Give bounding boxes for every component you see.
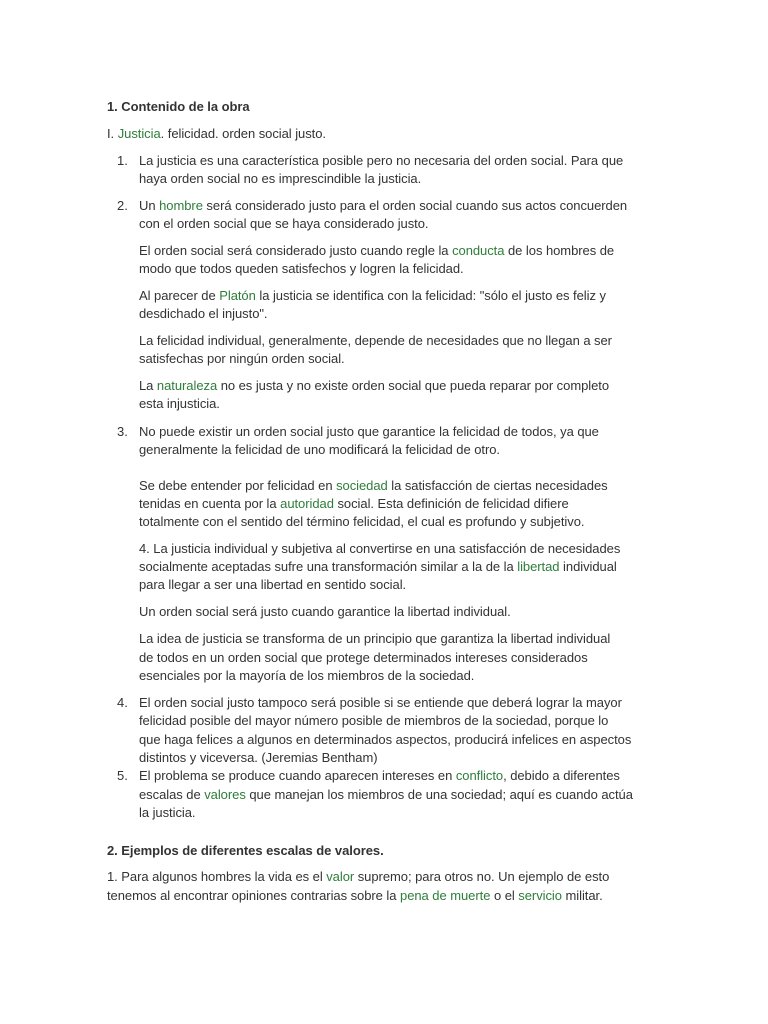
para-e-line1 bbox=[139, 477, 608, 496]
para-e-line2 bbox=[139, 495, 569, 514]
text: Un bbox=[139, 198, 160, 213]
list-number-4: 4. bbox=[117, 695, 128, 710]
link-autoridad[interactable]: autoridad bbox=[280, 496, 334, 511]
link-libertad[interactable]: libertad bbox=[517, 559, 560, 574]
list-number-2: 2. bbox=[117, 198, 128, 213]
para-f-line1: 4. La justicia individual y subjetiva al convertirse en una satisfacción de necesidades bbox=[139, 541, 621, 556]
para-a-line1 bbox=[139, 242, 614, 261]
text: o el bbox=[490, 888, 519, 903]
text: La bbox=[139, 378, 157, 393]
text: , debido a diferentes bbox=[503, 768, 620, 783]
text: la satisfacción de ciertas necesidades bbox=[387, 478, 608, 493]
text: escalas de bbox=[139, 787, 205, 802]
text: de los hombres de bbox=[504, 243, 615, 258]
para-g-line1: Un orden social será justo cuando garantice la libertad individual. bbox=[139, 604, 511, 619]
para-d-line1 bbox=[139, 377, 609, 396]
text: supremo; para otros no. Un ejemplo de esto bbox=[354, 869, 610, 884]
intro-prefix: I. bbox=[107, 126, 118, 141]
para-c-line1: La felicidad individual, generalmente, depende de necesidades que no llegan a ser bbox=[139, 333, 612, 348]
para-e-line3: totalmente con el sentido del término felicidad, el cual es profundo y subjetivo. bbox=[139, 514, 585, 529]
link-sociedad[interactable]: sociedad bbox=[336, 478, 388, 493]
section2-line1 bbox=[107, 868, 609, 887]
item1-line1: La justicia es una característica posible pero no necesaria del orden social. Para que bbox=[139, 153, 624, 168]
item2-line2: con el orden social que se haya considerado justo. bbox=[139, 216, 429, 231]
link-hombre[interactable]: hombre bbox=[159, 198, 203, 213]
para-b-line2: desdichado el injusto". bbox=[139, 306, 268, 321]
text: social. Esta definición de felicidad difiere bbox=[333, 496, 569, 511]
text: tenemos al encontrar opiniones contrarias sobre la bbox=[107, 888, 401, 903]
link-servicio[interactable]: servicio bbox=[518, 888, 562, 903]
para-f-line3: para llegar a ser una libertad en sentido social. bbox=[139, 577, 407, 592]
para-h-line3: esenciales por la mayoría de los miembros de la sociedad. bbox=[139, 668, 475, 683]
intro-rest: . felicidad. orden social justo. bbox=[160, 126, 326, 141]
para-h-line1: La idea de justicia se transforma de un principio que garantiza la libertad individual bbox=[139, 631, 611, 646]
text: 1. Para algunos hombres la vida es el bbox=[107, 869, 327, 884]
para-h-line2: de todos en un orden social que protege determinados intereses considerados bbox=[139, 650, 588, 665]
para-d-line2: esta injusticia. bbox=[139, 396, 220, 411]
text: será considerado justo para el orden social cuando sus actos concuerden bbox=[202, 198, 628, 213]
item4-line3: que haga felices a algunos en determinados aspectos, producirá infelices en aspectos bbox=[139, 732, 632, 747]
para-c-line2: satisfechas por ningún orden social. bbox=[139, 351, 345, 366]
section-heading-1: 1. Contenido de la obra bbox=[107, 99, 250, 114]
para-b-line1 bbox=[139, 287, 606, 306]
text: Se debe entender por felicidad en bbox=[139, 478, 337, 493]
item5-line3: la justicia. bbox=[139, 805, 196, 820]
item4-line4: distintos y viceversa. (Jeremias Bentham) bbox=[139, 750, 378, 765]
text: El problema se produce cuando aparecen intereses en bbox=[139, 768, 456, 783]
list-number-3: 3. bbox=[117, 424, 128, 439]
link-conflicto[interactable]: conflicto bbox=[455, 768, 504, 783]
intro-line bbox=[107, 125, 326, 144]
link-justicia[interactable]: Justicia bbox=[117, 126, 161, 141]
link-pena-de-muerte[interactable]: pena de muerte bbox=[400, 888, 491, 903]
text: no es justa y no existe orden social que pueda reparar por completo bbox=[217, 378, 610, 393]
link-valor[interactable]: valor bbox=[326, 869, 355, 884]
link-naturaleza[interactable]: naturaleza bbox=[156, 378, 218, 393]
link-platon[interactable]: Platón bbox=[219, 288, 256, 303]
item4-line2: felicidad posible del mayor número posible de miembros de la sociedad, porque lo bbox=[139, 713, 609, 728]
section2-line2 bbox=[107, 887, 603, 906]
text: tenidas en cuenta por la bbox=[139, 496, 281, 511]
text: Al parecer de bbox=[139, 288, 220, 303]
list-number-5: 5. bbox=[117, 768, 128, 783]
text: militar. bbox=[561, 888, 603, 903]
para-f-line2 bbox=[139, 558, 617, 577]
item4-line1: El orden social justo tampoco será posible si se entiende que deberá lograr la mayor bbox=[139, 695, 622, 710]
item3-line2: generalmente la felicidad de uno modificará la felicidad de otro. bbox=[139, 442, 500, 457]
item5-line2 bbox=[139, 786, 633, 805]
text: la justicia se identifica con la felicidad: "sólo el justo es feliz y bbox=[255, 288, 606, 303]
list-number-1: 1. bbox=[117, 153, 128, 168]
text: individual bbox=[559, 559, 617, 574]
text: El orden social será considerado justo cuando regle la bbox=[139, 243, 453, 258]
item3-line1: No puede existir un orden social justo que garantice la felicidad de todos, ya que bbox=[139, 424, 599, 439]
text: socialmente aceptadas sufre una transformación similar a la de la bbox=[139, 559, 518, 574]
section-heading-2: 2. Ejemplos de diferentes escalas de valores. bbox=[107, 843, 384, 858]
item2-line1 bbox=[139, 197, 627, 216]
item1-line2: haya orden social no es imprescindible la justicia. bbox=[139, 171, 422, 186]
text: que manejan los miembros de una sociedad; aquí es cuando actúa bbox=[245, 787, 633, 802]
link-conducta[interactable]: conducta bbox=[452, 243, 505, 258]
item5-line1 bbox=[139, 767, 620, 786]
link-valores[interactable]: valores bbox=[204, 787, 246, 802]
para-a-line2: modo que todos queden satisfechos y logren la felicidad. bbox=[139, 261, 464, 276]
